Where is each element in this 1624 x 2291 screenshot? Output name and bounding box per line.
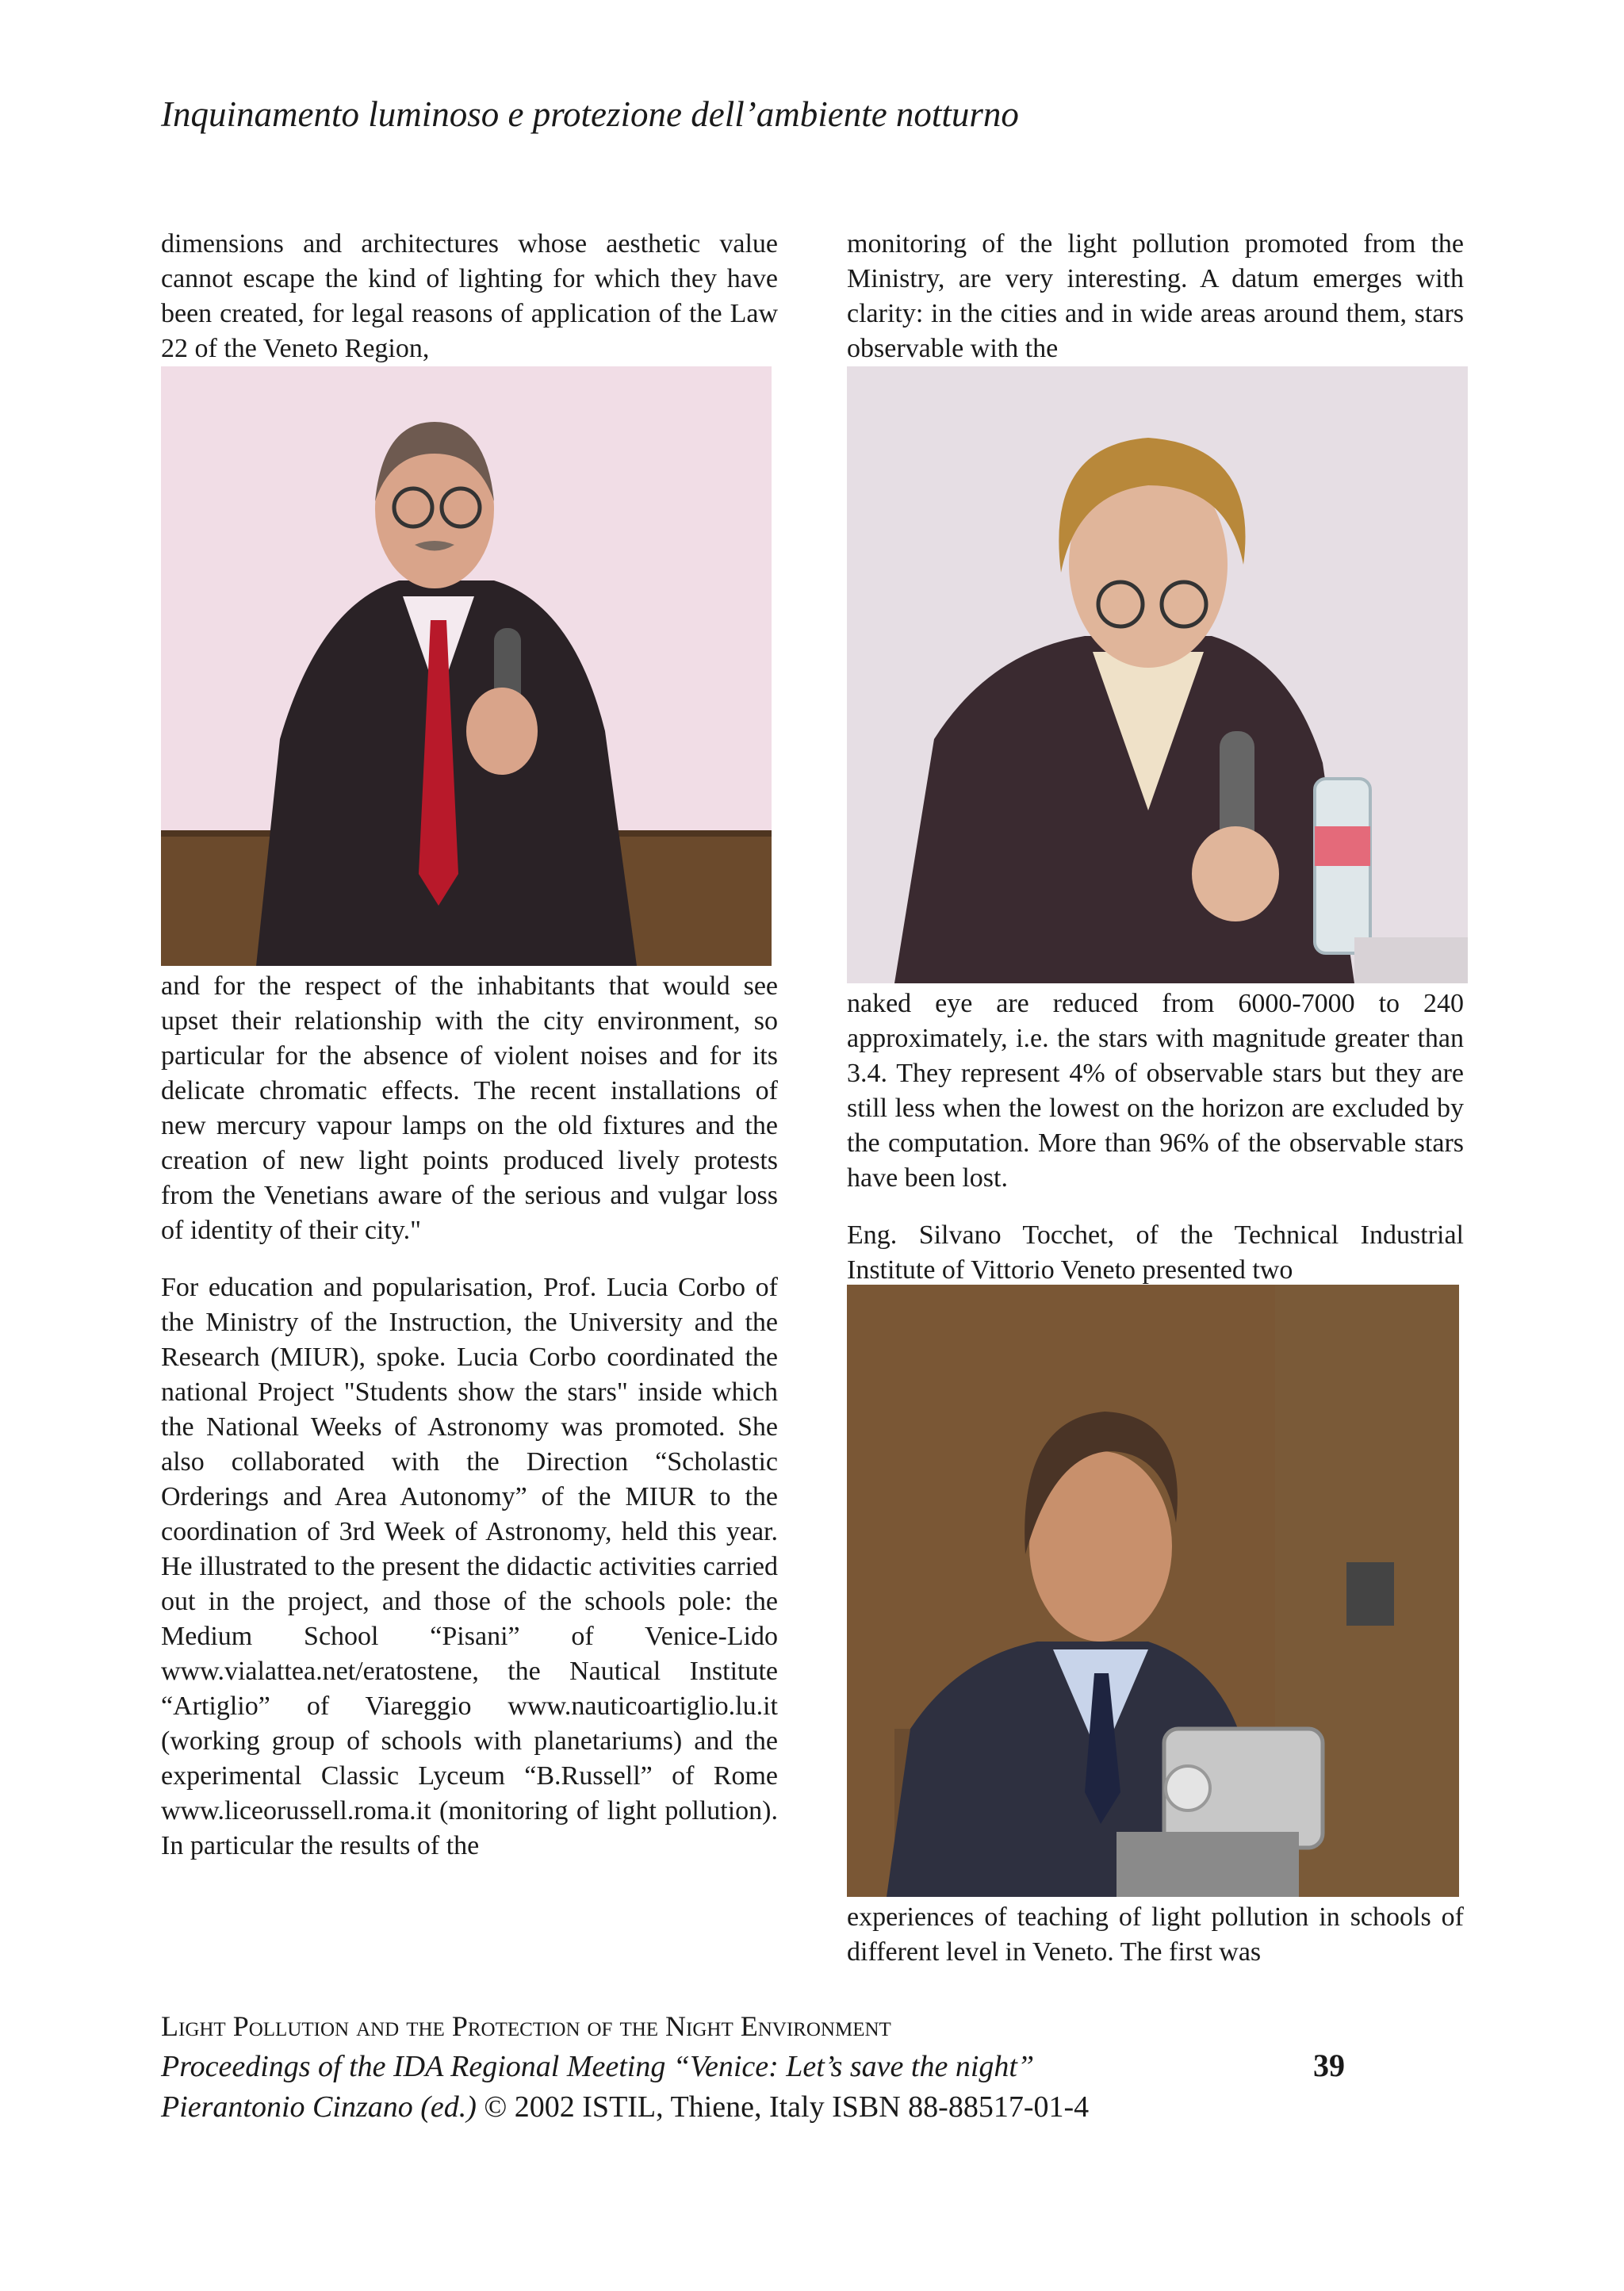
footer-book-title: Light Pollution and the Protection of the Night Environment xyxy=(161,2010,891,2042)
right-col-bottom xyxy=(847,1900,1464,1970)
left-paragraph-2: For education and popularisation, Prof. Lucia Corbo of the Ministry of the Instruction, the University and the Research (MIUR), spoke. Lucia Corbo coordinated the national Project "Students show the stars" inside which the National Weeks of Astronomy was promoted. She also collaborated with the Direction “Scholastic Orderings and Area Autonomy” of the MIUR to the coordination of 3rd Week of Astronomy, held this year. He illustrated to the present the didactic activities carried out in the project, and those of the schools pole: the Medium School “Pisani” of Venice-Lido www.vialattea.net/eratostene, the Nautical Institute “Artiglio” of Viareggio www.nauticoartiglio.lu.it (working group of schools with planetariums) and the experimental Classic Lyceum “B.Russell” of Rome www.liceorussell.roma.it (monitoring of light pollution). In particular the results of the xyxy=(161,1273,778,1860)
left-paragraph-1-bottom: and for the respect of the inhabitants that would see upset their relationship with the city environment, so particular for the absence of violent noises and for its delicate chromatic effects. The recent installations of new mercury vapour lamps on the old fixtures and the creation of new light points produced lively protests from the Venetians aware of the serious and vulgar loss of identity of their city." xyxy=(161,971,778,1245)
photo-male-speaker-drawing xyxy=(161,366,772,966)
footer-publisher: © 2002 ISTIL, Thiene, Italy ISBN 88-88517-01-4 xyxy=(476,2090,1090,2124)
photo-projector-speaker-drawing xyxy=(847,1285,1459,1897)
right-paragraph-2-bottom: experiences of teaching of light pollution in schools of different level in Veneto. The first was xyxy=(847,1902,1464,1967)
left-col-top xyxy=(161,227,778,366)
footer-editor: Pierantonio Cinzano (ed.) xyxy=(161,2090,477,2124)
right-paragraph-2-top: Eng. Silvano Tocchet, of the Technical Industrial Institute of Vittorio Veneto presented two xyxy=(847,1220,1464,1285)
footer xyxy=(161,2006,1350,2128)
running-header: Inquinamento luminoso e protezione dell’ambiente notturno xyxy=(161,94,1019,134)
photo-projector-speaker xyxy=(847,1285,1459,1897)
photo-male-speaker xyxy=(161,366,772,966)
left-col-bottom xyxy=(161,969,778,1864)
right-paragraph-1-bottom: naked eye are reduced from 6000-7000 to 240 approximately, i.e. the stars with magnitude greater than 3.4. They represent 4% of observable stars but they are still less when the lowest on the horizon are excluded by the computation. More than 96% of the observable stars have been lost. xyxy=(847,989,1464,1193)
photo-female-speaker-drawing xyxy=(847,366,1468,983)
footer-citation xyxy=(161,2087,1350,2128)
left-paragraph-1-top: dimensions and architectures whose aesthetic value cannot escape the kind of lighting for which they have been created, for legal reasons of application of the Law 22 of the Veneto Region, xyxy=(161,229,778,363)
photo-female-speaker xyxy=(847,366,1468,983)
page-number: 39 xyxy=(1313,2048,1345,2083)
right-col-top xyxy=(847,227,1464,366)
right-paragraph-1-top: monitoring of the light pollution promoted from the Ministry, are very interesting. A datum emerges with clarity: in the cities and in wide areas around them, stars observable with the xyxy=(847,229,1464,363)
footer-proceedings: Proceedings of the IDA Regional Meeting “Venice: Let’s save the night” xyxy=(161,2050,1035,2083)
right-col-middle xyxy=(847,987,1464,1288)
